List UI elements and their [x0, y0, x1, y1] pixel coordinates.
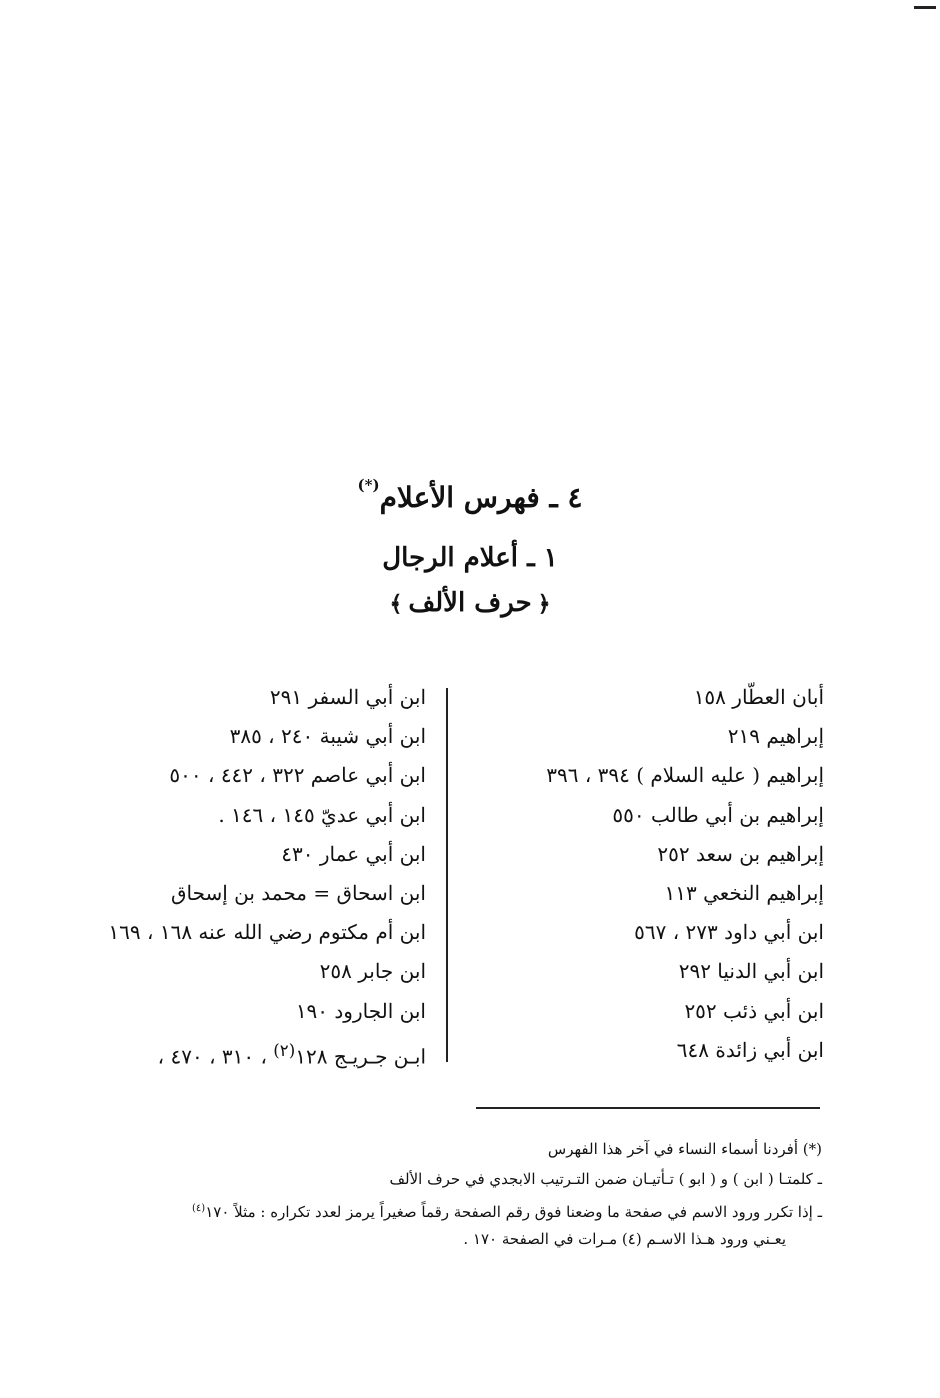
index-entry: أبان العطّار ١٥٨: [693, 685, 824, 709]
repeat-count-superscript: (٢): [273, 1040, 296, 1060]
section-subtitle-number: ١: [543, 543, 558, 573]
index-column-left: [26, 678, 426, 1070]
index-entry: إبراهيم ( عليه السلام ) ٣٩٤ ، ٣٩٦: [546, 763, 824, 788]
index-entry: إبراهيم ٢١٩: [727, 724, 824, 749]
index-entry: ابن أم مكتوم رضي الله عنه ١٦٨ ، ١٦٩: [108, 920, 426, 945]
index-title-footnote-marker: (*): [357, 476, 380, 494]
index-entry-pages: ، ٣١٠ ، ٤٧٠ ،: [157, 1044, 267, 1069]
index-entry: ابن أبي الدنيا ٢٩٢: [678, 959, 824, 984]
index-entry: ابن أبي عديّ ١٤٥ ، ١٤٦ .: [218, 802, 426, 827]
footnote-line: ـ كلمتـا ( ابن ) و ( ابو ) تـأتيـان ضمن التـرتيب الابجدي في حرف الألف: [389, 1170, 822, 1188]
index-title-text: فهرس الأعلام: [379, 481, 540, 514]
index-entry: ابن أبي عاصم ٣٢٢ ، ٤٤٢ ، ٥٠٠: [169, 763, 426, 788]
section-subtitle-separator: ـ: [527, 543, 535, 573]
index-entry: ابن أبي السفر ٢٩١: [269, 685, 426, 709]
footnote-separator: [476, 1107, 820, 1109]
index-entry: إبراهيم بن أبي طالب ٥٥٠: [612, 802, 824, 827]
footnote-text: ـ إذا تكرر ورود الاسم في صفحة ما وضعنا فوق رقم الصفحة رقماً صغيراً يرمز لعدد تكراره : مثلاً ١٧٠: [205, 1203, 822, 1221]
ornate-bracket-open-icon: ﴿: [537, 591, 551, 617]
footnotes: [62, 1134, 822, 1254]
footnote-example-superscript: (٤): [192, 1203, 206, 1214]
index-entry: إبراهيم بن سعد ٢٥٢: [657, 841, 824, 866]
index-entry: ابن أبي داود ٢٧٣ ، ٥٦٧: [634, 920, 824, 945]
letter-heading-text: حرف الألف: [408, 588, 532, 618]
index-entry: ابن اسحاق = محمد بن إسحاق: [170, 880, 426, 905]
index-entry: ابن أبي ذئب ٢٥٢: [684, 998, 824, 1023]
index-title: [0, 478, 940, 518]
index-title-separator: ـ: [549, 481, 558, 514]
index-entry: ابن الجارود ١٩٠: [295, 998, 426, 1023]
column-divider: [446, 688, 448, 1062]
index-entry: ابن جابر ٢٥٨: [319, 959, 426, 984]
index-title-number: ٤: [567, 481, 583, 514]
index-entry-name: ابـن جـريـج ١٢٨: [295, 1044, 426, 1069]
index-entry: ابن أبي عمار ٤٣٠: [281, 841, 426, 866]
index-entry: ابن أبي زائدة ٦٤٨: [676, 1037, 824, 1062]
footnote-line: (*) أفردنا أسماء النساء في آخر هذا الفهرس: [547, 1140, 822, 1158]
letter-heading: [0, 584, 940, 622]
page-corner-mark: [914, 6, 936, 9]
section-subtitle-text: أعلام الرجال: [382, 543, 519, 573]
section-subtitle: [0, 540, 940, 576]
index-entry: ابن أبي شيبة ٢٤٠ ، ٣٨٥: [229, 724, 426, 749]
ornate-bracket-close-icon: ﴾: [389, 591, 403, 617]
index-entry-last: [26, 1031, 426, 1070]
index-entry: إبراهيم النخعي ١١٣: [664, 880, 824, 905]
footnote-line: يعـني ورود هـذا الاسـم (٤) مـرات في الصفحة ١٧٠ .: [463, 1230, 786, 1248]
index-column-right: [494, 678, 824, 1070]
footnote-line: [62, 1194, 822, 1224]
index-headings: [0, 478, 940, 622]
